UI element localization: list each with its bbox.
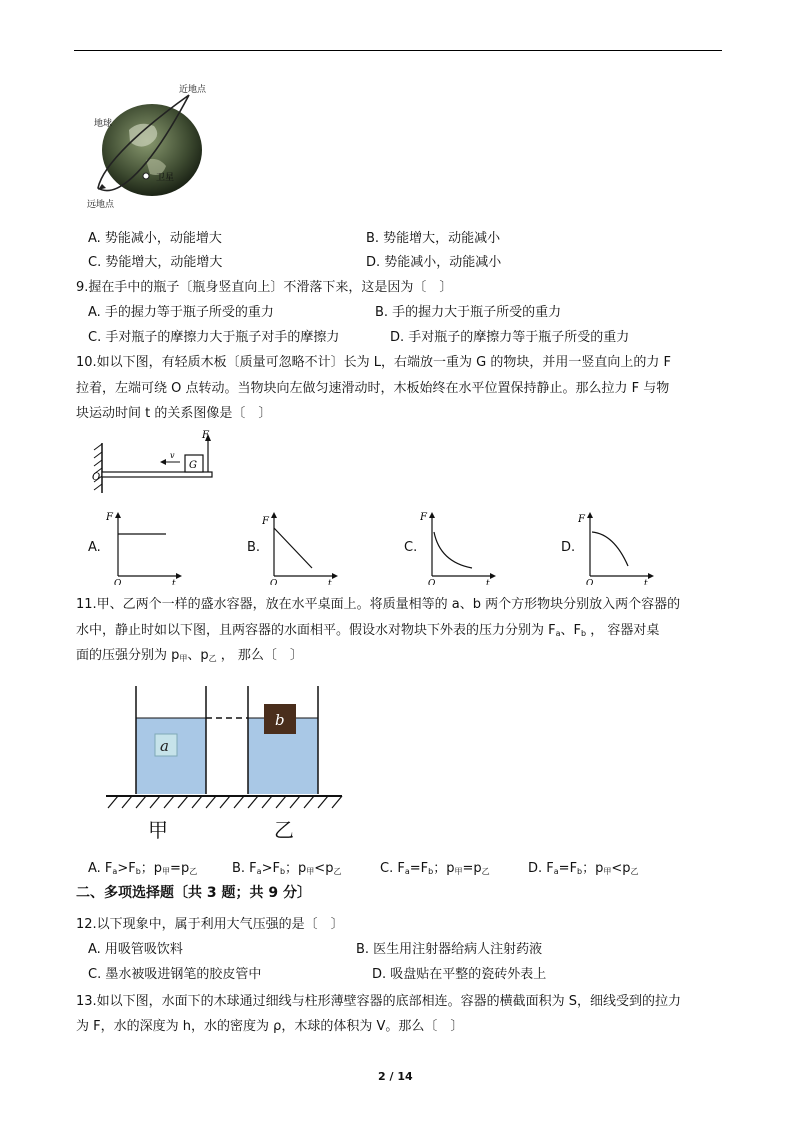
q12-option-b[interactable]: B. 医生用注射器给病人注射药液 xyxy=(356,942,543,957)
orbit-figure xyxy=(84,80,219,212)
far-point-label: 远地点 xyxy=(87,200,115,210)
q9-option-d[interactable]: D. 手对瓶子的摩擦力等于瓶子所受的重力 xyxy=(390,330,630,345)
header-rule xyxy=(74,50,722,51)
q8-option-a[interactable]: A. 势能减小，动能增大 xyxy=(88,231,222,246)
svg-text:a: a xyxy=(160,737,169,755)
q9-option-a[interactable]: A. 手的握力等于瓶子所受的重力 xyxy=(88,305,274,320)
svg-text:t: t xyxy=(172,579,176,585)
svg-text:F: F xyxy=(106,512,113,523)
svg-text:b: b xyxy=(275,711,285,729)
svg-text:O: O xyxy=(428,579,436,585)
section-2-title: 二、多项选择题〔共 3 题；共 9 分〕 xyxy=(76,885,311,901)
earth-label: 地球 xyxy=(94,119,113,129)
q12-option-c[interactable]: C. 墨水被吸进钢笔的胶皮管中 xyxy=(88,967,262,982)
page-number: 2 / 14 xyxy=(378,1070,413,1083)
svg-text:O: O xyxy=(114,579,122,585)
svg-text:v: v xyxy=(170,451,175,460)
q12-stem: 12.以下现象中，属于利用大气压强的是〔 〕 xyxy=(76,917,344,932)
q11-option-c[interactable]: C. $F_a=F_b$；$p_甲=p_乙$ xyxy=(380,861,490,876)
svg-text:甲: 甲 xyxy=(148,818,168,842)
graph-a[interactable] xyxy=(106,510,186,585)
q10-stem-line3: 块运动时间 t 的关系图像是〔 〕 xyxy=(76,406,272,421)
graph-b[interactable] xyxy=(262,510,342,585)
q9-option-b[interactable]: B. 手的握力大于瓶子所受的重力 xyxy=(375,305,562,320)
near-point-label: 近地点 xyxy=(179,85,207,95)
q10-stem-line1: 10.如以下图，有轻质木板〔质量可忽略不计〕长为 L，右端放一重为 G 的物块，并用一竖直向上的力 F xyxy=(76,355,671,370)
graph-d-curve xyxy=(592,532,628,566)
q13-stem-line1: 13.如以下图，水面下的木球通过细线与柱形薄壁容器的底部相连。容器的横截面积为 S，细线受到的拉力 xyxy=(76,994,682,1009)
graph-b-curve xyxy=(274,528,312,568)
satellite-label: 卫星 xyxy=(156,173,175,183)
svg-text:G: G xyxy=(189,460,197,471)
svg-text:t: t xyxy=(328,579,332,585)
svg-text:F: F xyxy=(420,512,427,523)
q11-option-b[interactable]: B. $F_a>F_b$；$p_甲<p_乙$ xyxy=(232,861,342,876)
q9-stem: 9.握在手中的瓶子〔瓶身竖直向上〕不滑落下来，这是因为〔 〕 xyxy=(76,280,453,295)
svg-text:F: F xyxy=(262,516,269,527)
q9-option-c[interactable]: C. 手对瓶子的摩擦力大于瓶子对手的摩擦力 xyxy=(88,330,340,345)
q12-option-d[interactable]: D. 吸盘贴在平整的瓷砖外表上 xyxy=(372,967,547,982)
q8-option-c[interactable]: C. 势能增大，动能增大 xyxy=(88,255,223,270)
q13-stem-line2: 为 F，水的深度为 h，水的密度为 ρ，木球的体积为 V。那么〔 〕 xyxy=(76,1019,464,1034)
q8-option-d[interactable]: D. 势能减小，动能减小 xyxy=(366,255,502,270)
svg-text:乙: 乙 xyxy=(274,818,294,842)
q10-stem-line2: 拉着，左端可绕 O 点转动。当物块向左做匀速滑动时，木板始终在水平位置保持静止。那么拉力 F 与物 xyxy=(76,381,670,396)
q10-option-a-label[interactable]: A. xyxy=(88,540,101,555)
q10-option-d-label[interactable]: D. xyxy=(561,540,576,555)
svg-text:F: F xyxy=(578,514,585,525)
graph-d[interactable] xyxy=(578,510,658,585)
graph-c[interactable] xyxy=(420,510,500,585)
svg-text:F: F xyxy=(202,430,209,441)
q11-stem-line2: 水中，静止时如以下图，且两容器的水面相平。假设水对物块下外表的压力分别为 $F_a$、$F_b$ ， 容器对桌 xyxy=(76,623,660,638)
lever-figure xyxy=(90,428,220,498)
q11-option-d[interactable]: D. $F_a=F_b$；$p_甲<p_乙$ xyxy=(528,861,639,876)
q12-option-a[interactable]: A. 用吸管吸饮料 xyxy=(88,942,183,957)
q10-option-c-label[interactable]: C. xyxy=(404,540,418,555)
containers-figure xyxy=(104,684,344,844)
svg-text:O: O xyxy=(586,579,594,585)
q10-option-b-label[interactable]: B. xyxy=(247,540,261,555)
earth-shape xyxy=(102,104,202,196)
q11-stem-line1: 11.甲、乙两个一样的盛水容器，放在水平桌面上。将质量相等的 a、b 两个方形物块分别放入两个容器的 xyxy=(76,597,681,612)
graph-c-curve xyxy=(434,532,472,568)
svg-text:t: t xyxy=(486,579,490,585)
q11-stem-line3: 面的压强分别为 $p_甲$、$p_乙$ ， 那么〔 〕 xyxy=(76,648,303,663)
q8-option-b[interactable]: B. 势能增大，动能减小 xyxy=(366,231,501,246)
svg-text:O: O xyxy=(92,472,101,483)
svg-text:O: O xyxy=(270,579,278,585)
svg-text:t: t xyxy=(644,579,648,585)
lever-board xyxy=(102,472,212,477)
q11-option-a[interactable]: A. $F_a>F_b$；$p_甲=p_乙$ xyxy=(88,861,198,876)
